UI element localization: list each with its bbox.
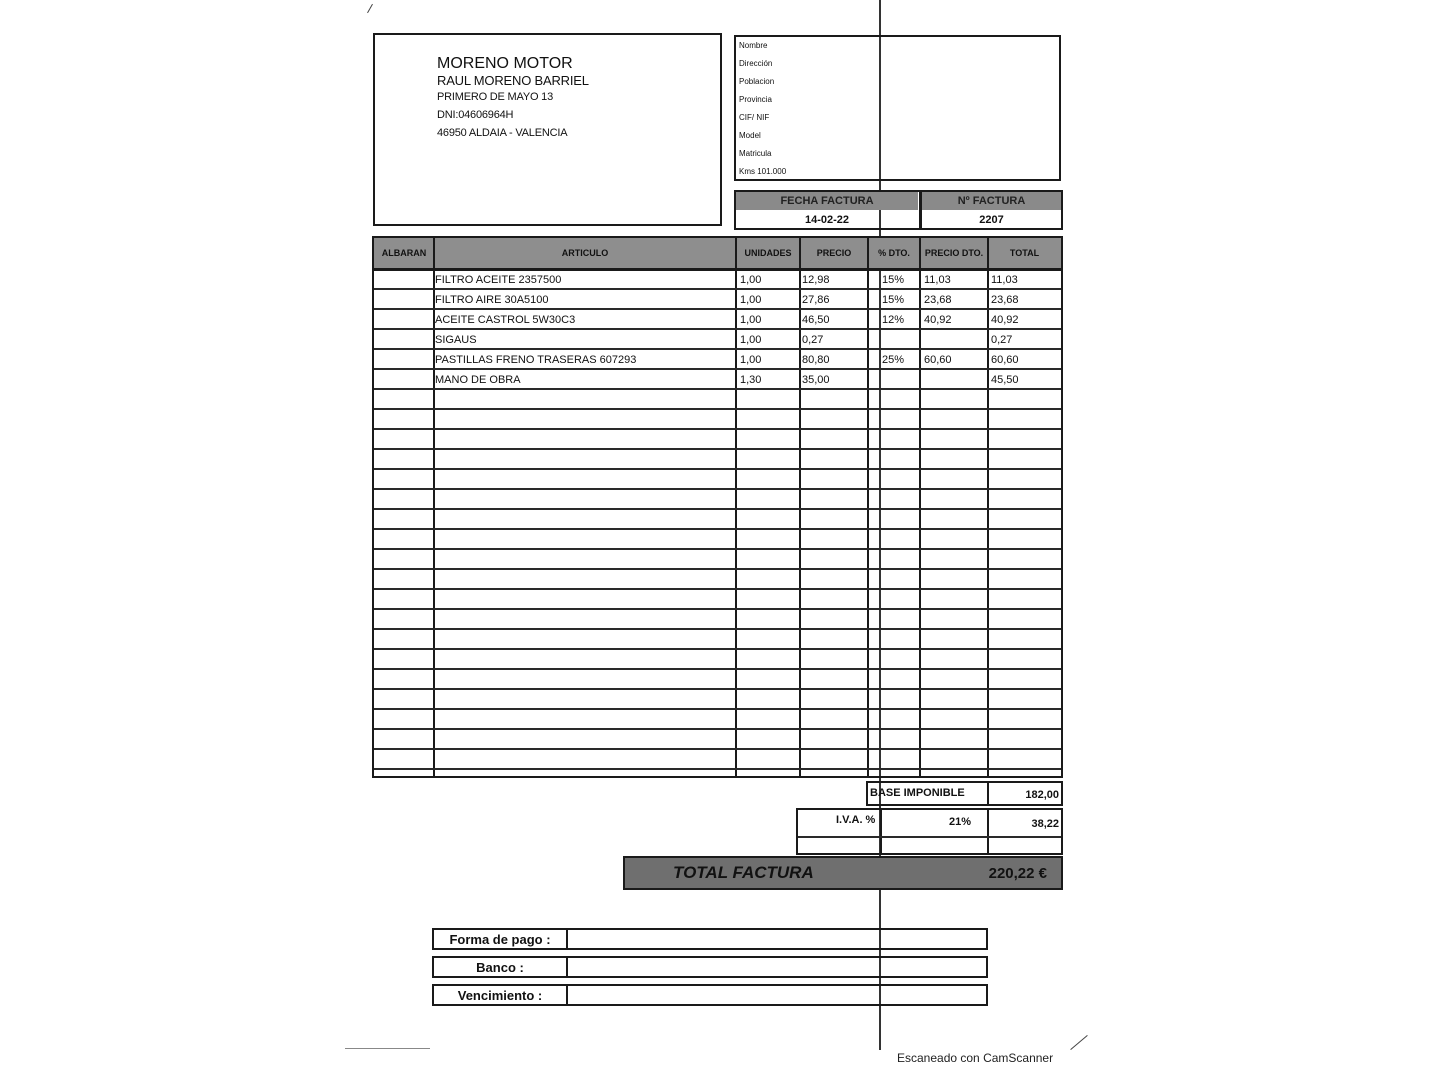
base-imponible-value: 182,00	[1025, 789, 1059, 801]
cell-precio: 35,00	[802, 374, 830, 386]
row-rule	[374, 348, 1061, 350]
client-label-matricula: Matricula	[739, 149, 772, 158]
cell-unidades: 1,00	[740, 314, 762, 326]
row-rule	[374, 488, 1061, 490]
client-label-provincia: Provincia	[739, 95, 772, 104]
cell-total: 11,03	[991, 274, 1018, 286]
cell-articulo: FILTRO ACEITE 2357500	[435, 274, 562, 286]
row-rule	[374, 408, 1061, 410]
row-rule	[374, 428, 1061, 430]
cell-precio: 80,80	[802, 354, 830, 366]
row-rule	[374, 468, 1061, 470]
row-rule	[374, 588, 1061, 590]
col-divider	[735, 238, 737, 776]
cell-precio: 12,98	[802, 274, 830, 286]
col-divider	[867, 238, 869, 776]
client-label-kms: Kms 101.000	[739, 167, 787, 176]
client-label-poblacion: Poblacion	[739, 77, 775, 86]
header-albaran: ALBARAN	[381, 248, 427, 258]
col-divider	[987, 238, 989, 776]
invoice-number: 2207	[979, 214, 1004, 226]
scan-corner-mark	[1070, 1035, 1087, 1050]
row-rule	[374, 648, 1061, 650]
cell-articulo: PASTILLAS FRENO TRASERAS 607293	[435, 354, 637, 366]
header-total: TOTAL	[1009, 248, 1040, 258]
cell-articulo: MANO DE OBRA	[435, 374, 521, 386]
company-name: MORENO MOTOR	[437, 55, 573, 72]
cell-precio: 46,50	[802, 314, 830, 326]
cell-precio-dto: 23,68	[924, 294, 952, 306]
client-label-model: Model	[739, 131, 761, 140]
header-unidades: UNIDADES	[744, 248, 792, 258]
header-precio-dto: PRECIO DTO.	[924, 248, 984, 258]
client-label-direccion: Dirección	[739, 59, 773, 68]
cell-articulo: SIGAUS	[435, 334, 477, 346]
scan-edge	[345, 1048, 430, 1049]
client-label-cif: CIF/ NIF	[739, 113, 770, 122]
invoice-date-label: FECHA FACTURA	[736, 192, 918, 210]
items-table	[372, 236, 1063, 778]
row-rule	[374, 608, 1061, 610]
company-owner: RAUL MORENO BARRIEL	[437, 73, 589, 88]
cell-total: 45,50	[991, 374, 1019, 386]
row-rule	[374, 688, 1061, 690]
cell-unidades: 1,00	[740, 294, 762, 306]
iva-box	[796, 808, 1063, 855]
row-rule	[374, 568, 1061, 570]
row-rule	[374, 548, 1061, 550]
cell-unidades: 1,00	[740, 274, 762, 286]
cell-articulo: ACEITE CASTROL 5W30C3	[435, 314, 576, 326]
company-address: PRIMERO DE MAYO 13	[437, 91, 553, 103]
cell-precio-dto: 60,60	[924, 354, 952, 366]
row-rule	[374, 768, 1061, 770]
scan-speck	[367, 4, 373, 13]
row-rule	[374, 748, 1061, 750]
row-rule	[374, 668, 1061, 670]
base-imponible-label: BASE IMPONIBLE	[870, 787, 965, 799]
cell-dto: 12%	[882, 314, 905, 326]
iva-divider	[987, 810, 989, 853]
col-divider	[919, 238, 921, 776]
forma-pago-field	[432, 928, 988, 950]
total-factura-label: TOTAL FACTURA	[673, 863, 814, 882]
cell-unidades: 1,30	[740, 374, 762, 386]
cell-dto: 15%	[882, 274, 905, 286]
iva-percent: 21%	[949, 816, 972, 828]
company-city: 46950 ALDAIA - VALENCIA	[437, 127, 568, 139]
cell-precio-dto: 40,92	[924, 314, 952, 326]
row-rule	[374, 448, 1061, 450]
total-factura-bar	[623, 856, 1063, 890]
row-rule	[374, 528, 1061, 530]
iva-amount: 38,22	[1031, 818, 1059, 830]
cell-unidades: 1,00	[740, 354, 762, 366]
cell-precio: 27,86	[802, 294, 830, 306]
header-articulo: ARTICULO	[561, 248, 609, 258]
cell-total: 60,60	[991, 354, 1019, 366]
vencimiento-label: Vencimiento :	[434, 986, 568, 1004]
scanner-watermark: Escaneado con CamScanner	[897, 1051, 1054, 1065]
company-block	[373, 33, 722, 226]
row-rule	[374, 508, 1061, 510]
client-label-nombre: Nombre	[739, 41, 768, 50]
row-rule	[374, 708, 1061, 710]
iva-label: I.V.A. %	[836, 814, 876, 826]
cell-dto: 25%	[882, 354, 905, 366]
base-imponible-box	[866, 781, 1063, 806]
header-precio: PRECIO	[816, 248, 852, 258]
vencimiento-field	[432, 984, 988, 1006]
forma-pago-label: Forma de pago :	[434, 930, 568, 948]
cell-dto: 15%	[882, 294, 905, 306]
total-factura-value: 220,22 €	[988, 865, 1047, 882]
cell-unidades: 1,00	[740, 334, 762, 346]
iva-divider	[880, 810, 882, 853]
invoice-meta	[734, 190, 1063, 230]
cell-precio-dto: 11,03	[924, 274, 951, 286]
client-block	[734, 35, 1061, 181]
invoice-date: 14-02-22	[804, 214, 850, 226]
iva-row-line	[798, 836, 1061, 838]
row-rule	[374, 628, 1061, 630]
meta-divider	[919, 192, 922, 228]
cell-total: 0,27	[991, 334, 1013, 346]
banco-label: Banco :	[434, 958, 568, 976]
cell-precio: 0,27	[802, 334, 824, 346]
cell-articulo: FILTRO AIRE 30A5100	[435, 294, 549, 306]
col-divider	[799, 238, 801, 776]
header-dto: % DTO.	[878, 248, 910, 258]
cell-total: 40,92	[991, 314, 1019, 326]
company-dni: DNI:04606964H	[437, 109, 514, 121]
banco-field	[432, 956, 988, 978]
invoice-number-label: Nº FACTURA	[922, 192, 1061, 210]
cell-total: 23,68	[991, 294, 1019, 306]
row-rule	[374, 728, 1061, 730]
base-divider	[987, 783, 989, 804]
